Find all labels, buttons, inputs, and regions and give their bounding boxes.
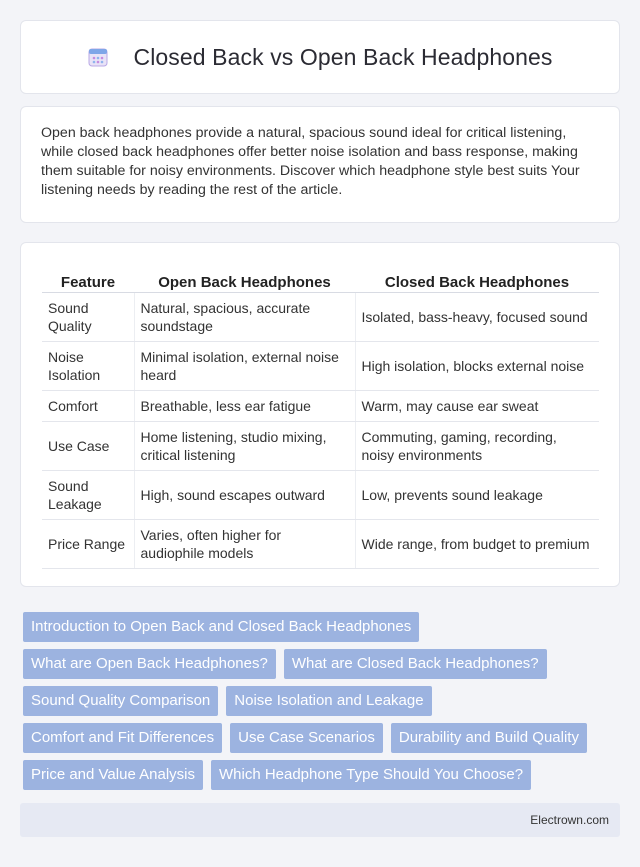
table-cell: Varies, often higher for audiophile models xyxy=(134,519,355,568)
table-cell: Noise Isolation xyxy=(42,341,134,390)
table-header-row xyxy=(42,263,599,292)
topic-link-price-value[interactable]: Price and Value Analysis xyxy=(23,760,203,790)
table-cell: Comfort xyxy=(42,390,134,421)
topic-link-sound-quality[interactable]: Sound Quality Comparison xyxy=(23,686,218,716)
comparison-table-card xyxy=(20,242,620,587)
table-cell: Sound Leakage xyxy=(42,470,134,519)
table-row xyxy=(42,292,599,341)
table-cell: High, sound escapes outward xyxy=(134,470,355,519)
table-cell: Natural, spacious, accurate soundstage xyxy=(134,292,355,341)
table-cell: Sound Quality xyxy=(42,292,134,341)
topic-links xyxy=(23,612,623,797)
table-row xyxy=(42,390,599,421)
table-cell: High isolation, blocks external noise xyxy=(355,341,599,390)
table-header: Open Back Headphones xyxy=(134,263,355,292)
intro-paragraph: Open back headphones provide a natural, spacious sound ideal for critical listening, while closed back headphones offer better noise isolation and bass response, making them suitable for noisy environments. Discover which headphone style best suits Your listening needs by reading the rest of the article. xyxy=(41,125,580,198)
table-cell: Warm, may cause ear sweat xyxy=(355,390,599,421)
footer-site-name: Electrown.com xyxy=(530,813,609,827)
topic-link-open-back[interactable]: What are Open Back Headphones? xyxy=(23,649,276,679)
table-cell: Minimal isolation, external noise heard xyxy=(134,341,355,390)
comparison-table xyxy=(42,263,599,569)
footer xyxy=(20,803,620,837)
table-cell: Low, prevents sound leakage xyxy=(355,470,599,519)
topic-link-comfort-fit[interactable]: Comfort and Fit Differences xyxy=(23,723,222,753)
calendar-grid-icon xyxy=(87,46,109,68)
title-card xyxy=(20,20,620,94)
topic-link-use-case[interactable]: Use Case Scenarios xyxy=(230,723,383,753)
table-header: Feature xyxy=(42,263,134,292)
topic-link-closed-back[interactable]: What are Closed Back Headphones? xyxy=(284,649,547,679)
table-cell: Price Range xyxy=(42,519,134,568)
topic-link-noise-isolation[interactable]: Noise Isolation and Leakage xyxy=(226,686,431,716)
table-cell: Commuting, gaming, recording, noisy environments xyxy=(355,421,599,470)
table-row xyxy=(42,421,599,470)
topic-link-which-to-choose[interactable]: Which Headphone Type Should You Choose? xyxy=(211,760,531,790)
topic-link-introduction[interactable]: Introduction to Open Back and Closed Back Headphones xyxy=(23,612,419,642)
topic-link-durability[interactable]: Durability and Build Quality xyxy=(391,723,587,753)
table-cell: Home listening, studio mixing, critical listening xyxy=(134,421,355,470)
table-cell: Breathable, less ear fatigue xyxy=(134,390,355,421)
table-cell: Wide range, from budget to premium xyxy=(355,519,599,568)
table-row xyxy=(42,519,599,568)
page-title: Closed Back vs Open Back Headphones xyxy=(133,43,553,70)
table-row xyxy=(42,470,599,519)
intro-card xyxy=(20,106,620,223)
table-cell: Isolated, bass-heavy, focused sound xyxy=(355,292,599,341)
table-row xyxy=(42,341,599,390)
table-cell: Use Case xyxy=(42,421,134,470)
table-header: Closed Back Headphones xyxy=(355,263,599,292)
